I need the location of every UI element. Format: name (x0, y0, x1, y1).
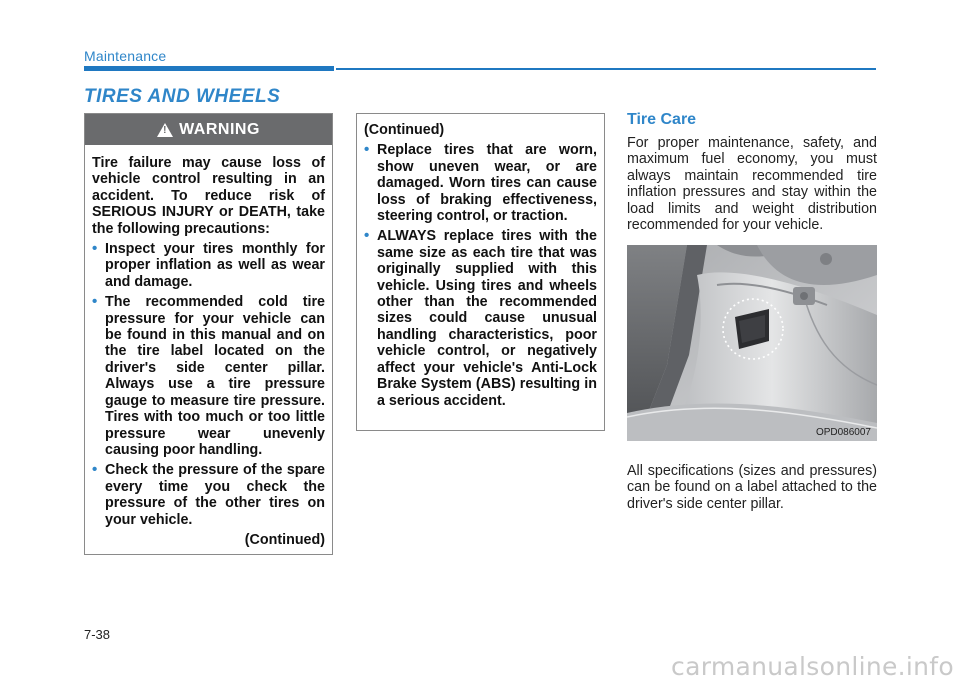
list-item (92, 294, 325, 458)
bullet-text: Check the pressure of the spare every time you check the pressure of the other tires on your vehicle. (105, 462, 325, 528)
continued-label: (Continued) (364, 122, 445, 138)
warning-header (85, 114, 332, 145)
continued-label: (Continued) (244, 531, 325, 548)
watermark[interactable]: carmanualsonline.info (671, 652, 954, 681)
warning-body (357, 114, 604, 409)
warning-box-left (84, 113, 333, 555)
tire-label-figure (627, 245, 877, 441)
tire-care-paragraph: For proper maintenance, safety, and maximum fuel economy, you must always maintain recommended tire inflation pressures and stay within the load limits and weight distribution recommended for your vehicle. (627, 135, 877, 234)
warning-triangle-icon (157, 123, 173, 137)
header-rule-thick (84, 66, 334, 71)
warning-heading: WARNING (179, 120, 260, 138)
warning-intro: Tire failure may cause loss of vehicle control resulting in an accident. To reduce risk of SERIOUS INJURY or DEATH, take the following precautions: (92, 155, 325, 237)
bullet-text: Inspect your tires monthly for proper inflation as well as wear and damage. (105, 241, 325, 290)
bullet-dot-icon: • (92, 293, 98, 311)
tire-care-title: Tire Care (627, 111, 697, 128)
bullet-dot-icon: • (92, 461, 98, 479)
list-item (364, 142, 597, 224)
bullet-dot-icon: • (364, 141, 370, 159)
page-number: 7-38 (84, 627, 111, 642)
warning-box-continued (356, 113, 605, 431)
tire-spec-paragraph: All specifications (sizes and pressures) can be found on a label attached to the driver's side center pillar. (627, 463, 877, 512)
figure-code: OPD086007 (815, 427, 871, 438)
door-pillar-illustration (627, 245, 877, 441)
header-rule-thin (336, 68, 876, 70)
chapter-title: TIRES AND WHEELS (84, 86, 281, 107)
bullet-text: Replace tires that are worn, show uneven wear, or are damaged. Worn tires can cause loss of braking effectiveness, steering control, or traction. (377, 142, 597, 225)
list-item (364, 228, 597, 408)
bullet-text: ALWAYS replace tires with the same size as each tire that was originally supplied with this vehicle. Using tires and wheels other than the recommended sizes could cause unusual handling characteristics, poor vehicle control, or negatively affect your vehicle's Anti-Lock Brake System (ABS) resulting in a serious accident. (377, 228, 597, 409)
bullet-text: The recommended cold tire pressure for your vehicle can be found in this manual and on the tire label located on the driver's side center pillar. Always use a tire pressure gauge to measure tire pressure. Tires with too much or too little pressure wear unevenly causing poor handling. (105, 294, 325, 458)
list-item (92, 462, 325, 528)
bullet-dot-icon: • (92, 240, 98, 258)
section-label: Maintenance (84, 48, 167, 64)
bullet-dot-icon: • (364, 227, 370, 245)
warning-body (85, 145, 332, 548)
list-item (92, 241, 325, 290)
